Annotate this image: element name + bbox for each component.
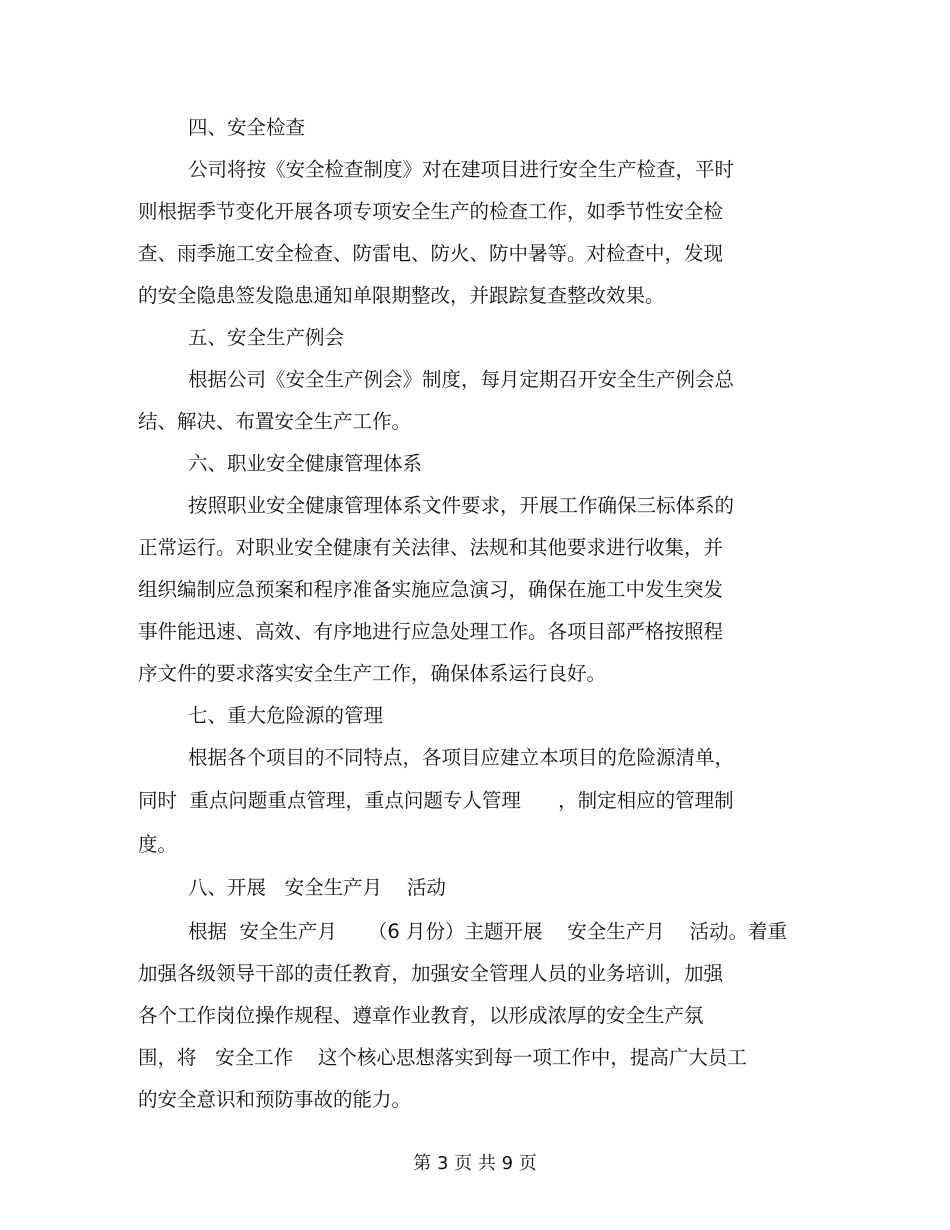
page-number-footer: 第 3 页 共 9 页 (413, 1153, 537, 1174)
paragraph-line: 的安全意识和预防事故的能力。 (138, 1088, 412, 1111)
paragraph-line: 按照职业安全健康管理体系文件要求，开展工作确保三标体系的 (188, 494, 735, 517)
section-heading-7: 七、重大危险源的管理 (188, 704, 384, 727)
paragraph-line: 序文件的要求落实安全生产工作，确保体系运行良好。 (138, 662, 607, 685)
section-heading-6: 六、职业安全健康管理体系 (188, 452, 423, 475)
paragraph-line: 公司将按《安全检查制度》对在建项目进行安全生产检查，平时 (188, 158, 735, 181)
paragraph-line: 根据各个项目的不同特点，各项目应建立本项目的危险源清单， (188, 746, 735, 769)
paragraph-line: 围，将 安全工作 这个核心思想落实到每一项工作中，提高广大员工 (138, 1046, 747, 1069)
section-heading-8: 八、开展 安全生产月 活动 (188, 876, 446, 899)
paragraph-line: 组织编制应急预案和程序准备实施应急演习，确保在施工中发生突发 (138, 578, 724, 601)
paragraph-line: 查、雨季施工安全检查、防雷电、防火、防中暑等。对检查中，发现 (138, 242, 724, 265)
section-heading-4: 四、安全检查 (188, 116, 306, 139)
paragraph-line: 同时 重点问题重点管理，重点问题专人管理 ，制定相应的管理制 (138, 789, 734, 812)
paragraph-line: 正常运行。对职业安全健康有关法律、法规和其他要求进行收集，并 (138, 536, 724, 559)
paragraph-line: 根据 安全生产月 （6 月份）主题开展 安全生产月 活动。着重 (188, 920, 788, 943)
paragraph-line: 度。 (138, 833, 178, 856)
paragraph-line: 事件能迅速、高效、有序地进行应急处理工作。各项目部严格按照程 (138, 620, 724, 643)
paragraph-line: 加强各级领导干部的责任教育，加强安全管理人员的业务培训，加强 (138, 962, 724, 985)
paragraph-line: 的安全隐患签发隐患通知单限期整改，并跟踪复查整改效果。 (138, 284, 665, 307)
paragraph-line: 则根据季节变化开展各项专项安全生产的检查工作，如季节性安全检 (138, 200, 724, 223)
paragraph-line: 结、解决、布置安全生产工作。 (138, 410, 412, 433)
section-heading-5: 五、安全生产例会 (188, 326, 345, 349)
paragraph-line: 各个工作岗位操作规程、遵章作业教育，以形成浓厚的安全生产氛 (138, 1004, 704, 1027)
paragraph-line: 根据公司《安全生产例会》制度，每月定期召开安全生产例会总 (188, 368, 735, 391)
